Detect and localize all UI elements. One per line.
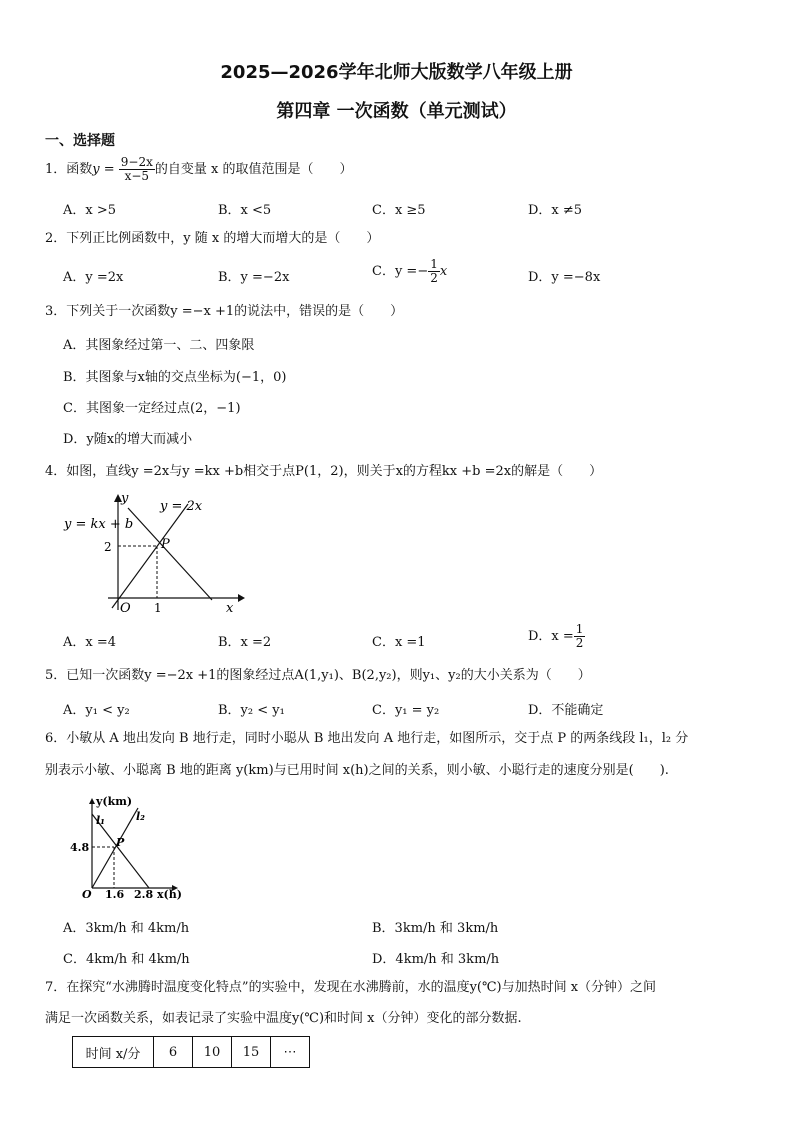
q3-option-a[interactable]: A．其图象经过第一、二、四象限 <box>63 338 255 353</box>
q2-option-d[interactable]: D．y =−8x <box>528 270 601 285</box>
line-kx-plus-b <box>128 508 212 600</box>
q5-option-c[interactable]: C．y₁ = y₂ <box>372 703 440 718</box>
q3-option-c[interactable]: C．其图象一定经过点(2，−1) <box>63 401 241 416</box>
q4-graph <box>60 488 245 618</box>
line-kx-plus-b-label: y = kx + b <box>64 517 134 532</box>
table-row <box>73 1037 310 1068</box>
q6-option-b[interactable]: B．3km/h 和 3km/h <box>372 921 499 936</box>
y-label: y(km) <box>96 795 133 808</box>
l2-label: l₂ <box>136 810 145 823</box>
x-label: x <box>226 601 234 616</box>
q2-option-c[interactable]: C．y =− $\frac{1}{2}$ x <box>372 257 448 285</box>
question-1-stem: 1．函数y = $\frac{9-2x}{x-5}$ 的自变量 x 的取值范围是（ ） <box>45 155 353 183</box>
line-2x-label: y = 2x <box>160 499 203 514</box>
q4-option-a[interactable]: A．x =4 <box>63 635 117 650</box>
table-cell: 10 <box>193 1037 232 1068</box>
q5-option-b[interactable]: B．y₂ < y₁ <box>218 703 285 718</box>
point-label: P <box>161 537 170 552</box>
document-subtitle: 第四章 一次函数（单元测试） <box>276 101 517 122</box>
origin-label: O <box>120 601 131 616</box>
point-label: P <box>116 836 125 849</box>
question-5-stem: 5．已知一次函数y =−2x +1的图象经过点A(1,y₁)、B(2,y₂)，则y₁、y₂的大小关系为（ ） <box>45 668 591 683</box>
q1-option-d[interactable]: D．x ≠5 <box>528 203 583 218</box>
q1-option-a[interactable]: A．x >5 <box>63 203 117 218</box>
x-tick-label-1: 1.6 <box>105 888 125 900</box>
x-tick-label-2: 2.8 <box>134 888 154 900</box>
table-cell: 15 <box>232 1037 271 1068</box>
q5-option-a[interactable]: A．y₁ < y₂ <box>63 703 130 718</box>
section-heading: 一、选择题 <box>45 133 115 149</box>
y-label: y <box>121 491 129 506</box>
question-6-line-1: 6．小敏从 A 地出发向 B 地行走，同时小聪从 B 地出发向 A 地行走，如图所示，交于点 P 的两条线段 l₁，l₂ 分 <box>45 731 689 746</box>
x-axis-arrow <box>238 594 245 602</box>
question-2-stem: 2．下列正比例函数中，y 随 x 的增大而增大的是（ ） <box>45 231 380 246</box>
q1-option-c[interactable]: C．x ≥5 <box>372 203 426 218</box>
q1-option-b[interactable]: B．x <5 <box>218 203 272 218</box>
table-header-cell: 时间 x/分 <box>73 1037 154 1068</box>
question-4-stem: 4．如图，直线y =2x与y =kx +b相交于点P(1，2)，则关于x的方程kx +b =2x的解是（ ） <box>45 464 603 479</box>
q4-option-d[interactable]: D．x = $\frac{1}{2}$ <box>528 622 584 650</box>
q2-option-b[interactable]: B．y =−2x <box>218 270 290 285</box>
q5-option-d[interactable]: D．不能确定 <box>528 703 604 718</box>
document-title: 2025—2026学年北师大版数学八年级上册 <box>220 62 573 83</box>
q3-option-d[interactable]: D．y随x的增大而减小 <box>63 432 193 447</box>
q3-option-b[interactable]: B．其图象与x轴的交点坐标为(−1，0) <box>63 370 287 385</box>
q6-option-a[interactable]: A．3km/h 和 4km/h <box>63 921 190 936</box>
y-tick-label: 2 <box>104 540 112 554</box>
q4-option-c[interactable]: C．x =1 <box>372 635 426 650</box>
l1-label: l₁ <box>96 814 105 827</box>
q4-option-b[interactable]: B．x =2 <box>218 635 272 650</box>
x-label: x(h) <box>157 888 182 900</box>
x-tick-label: 1 <box>154 601 162 615</box>
table-cell: 6 <box>154 1037 193 1068</box>
y-axis-arrow <box>89 798 95 804</box>
fraction: $\frac{9-2x}{x-5}$ <box>120 155 153 183</box>
table-cell: ⋯ <box>271 1037 310 1068</box>
question-7-line-2: 满足一次函数关系，如表记录了实验中温度y(℃)和时间 x（分钟）变化的部分数据. <box>45 1011 522 1026</box>
q6-option-d[interactable]: D．4km/h 和 3km/h <box>372 952 500 967</box>
question-3-stem: 3．下列关于一次函数y =−x +1的说法中，错误的是（ ） <box>45 304 404 319</box>
data-table <box>72 1036 310 1068</box>
q2-option-a[interactable]: A．y =2x <box>63 270 124 285</box>
y-tick-label: 4.8 <box>70 841 90 854</box>
q6-option-c[interactable]: C．4km/h 和 4km/h <box>63 952 190 967</box>
question-7-line-1: 7．在探究“水沸腾时温度变化特点”的实验中，发现在水沸腾前，水的温度y(℃)与加热时间 x（分钟）之间 <box>45 980 657 995</box>
question-6-line-2: 别表示小敏、小聪离 B 地的距离 y(km)与已用时间 x(h)之间的关系，则小敏、小聪行走的速度分别是( ). <box>45 763 669 778</box>
q6-graph <box>68 790 188 900</box>
origin-label: O <box>82 888 92 900</box>
